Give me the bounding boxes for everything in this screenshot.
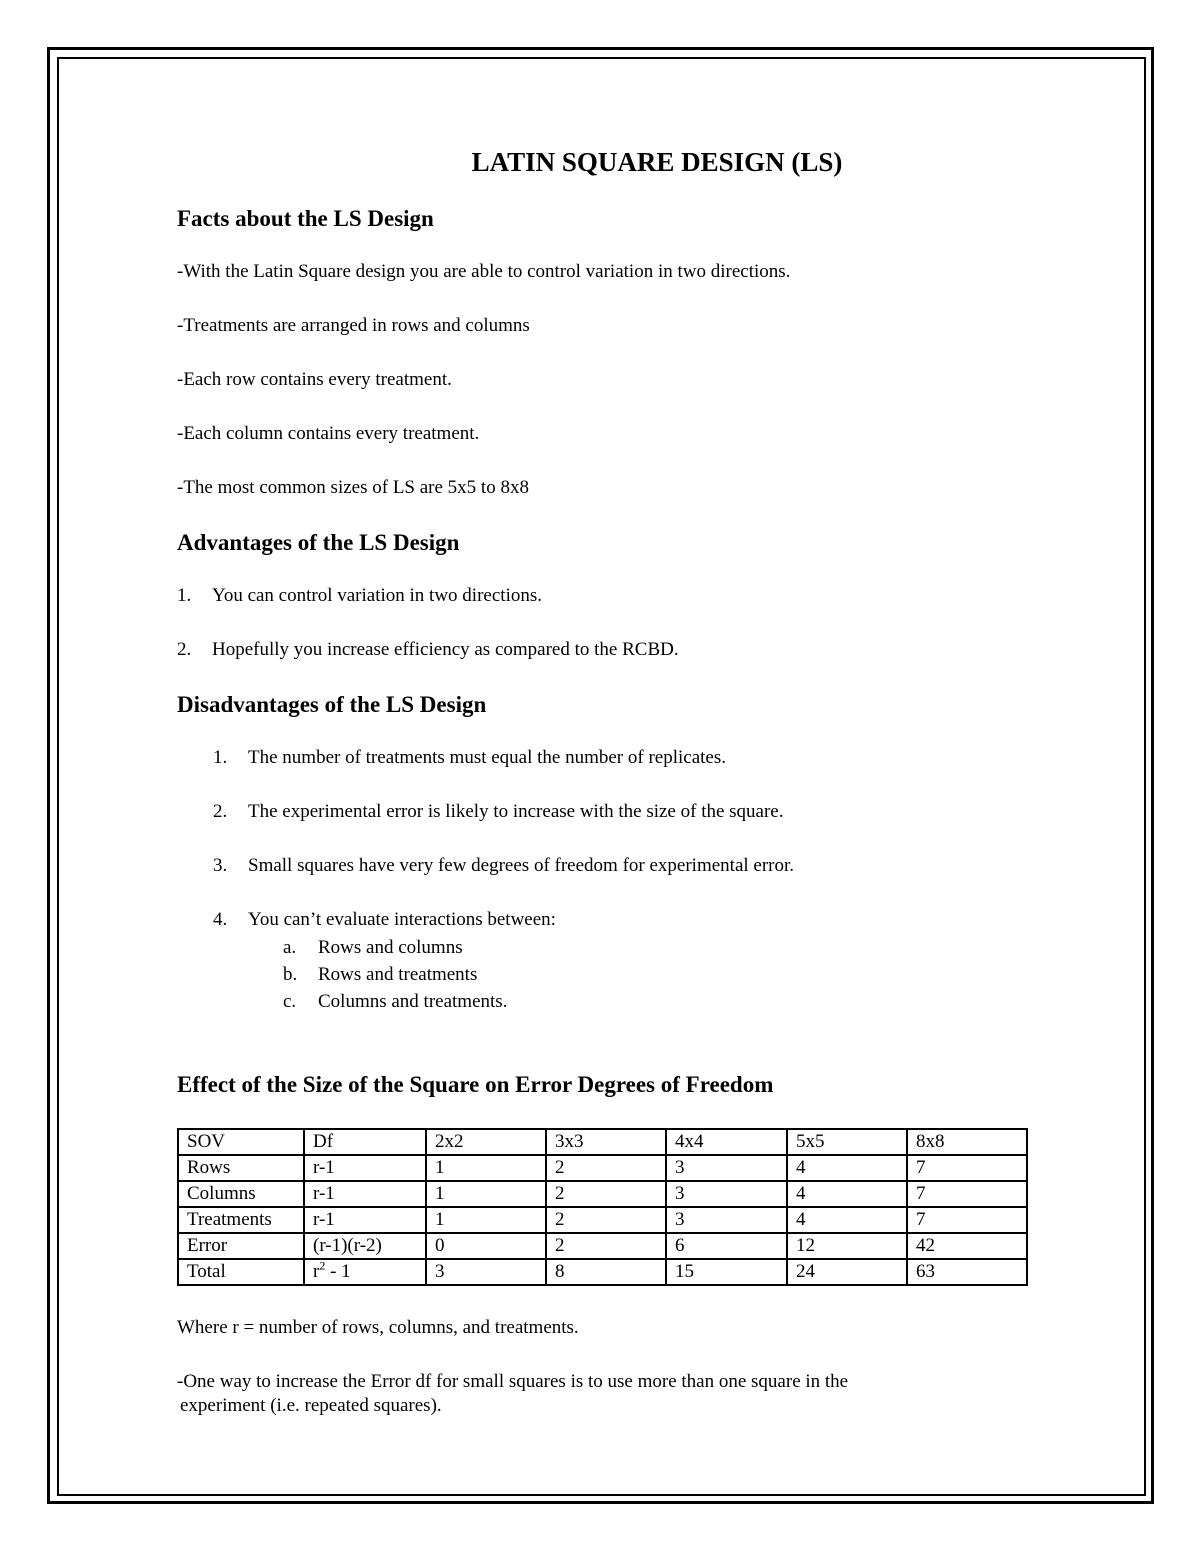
sublist-marker: b. — [283, 964, 298, 985]
closing-paragraph — [177, 1370, 1037, 1418]
table-header-cell: 2x2 — [426, 1129, 546, 1155]
effect-heading: Effect of the Size of the Square on Error Degrees of Freedom — [177, 1072, 774, 1097]
disadvantage-item — [213, 746, 1037, 770]
closing-line-1: -One way to increase the Error df for small squares is to use more than one square in the — [177, 1371, 849, 1392]
table-cell: Rows — [178, 1155, 304, 1181]
table-cell: 15 — [666, 1259, 787, 1285]
table-header-cell: Df — [304, 1129, 426, 1155]
interactions-sublist — [177, 934, 1037, 1015]
table-cell: 2 — [546, 1181, 666, 1207]
df-table — [177, 1128, 1028, 1286]
sublist-marker: a. — [283, 937, 297, 958]
table-cell: 3 — [666, 1155, 787, 1181]
table-cell: 0 — [426, 1233, 546, 1259]
table-row — [178, 1155, 1027, 1181]
disadvantages-list — [177, 746, 1037, 932]
table-cell: 1 — [426, 1207, 546, 1233]
list-item-text: Small squares have very few degrees of freedom for experimental error. — [248, 855, 795, 876]
table-cell: Columns — [178, 1181, 304, 1207]
sublist-item — [177, 961, 1037, 988]
advantages-heading: Advantages of the LS Design — [177, 530, 460, 555]
table-cell: 1 — [426, 1181, 546, 1207]
table-total-row — [178, 1259, 1027, 1285]
facts-heading: Facts about the LS Design — [177, 206, 434, 231]
table-header-cell: 5x5 — [787, 1129, 907, 1155]
list-marker: 3. — [213, 855, 228, 876]
disadvantages-heading: Disadvantages of the LS Design — [177, 692, 487, 717]
table-cell: 4 — [787, 1181, 907, 1207]
closing-line-2: experiment (i.e. repeated squares). — [180, 1395, 442, 1416]
table-cell: 4 — [787, 1207, 907, 1233]
table-cell: r-1 — [304, 1207, 426, 1233]
table-cell: 1 — [426, 1155, 546, 1181]
formula-exponent: 2 — [319, 1258, 326, 1273]
list-item-text: You can control variation in two directions. — [212, 585, 542, 606]
table-cell: 7 — [907, 1181, 1027, 1207]
table-header-cell: 4x4 — [666, 1129, 787, 1155]
fact-item: -Each row contains every treatment. — [177, 369, 452, 390]
table-row — [178, 1207, 1027, 1233]
formula-base: r — [313, 1261, 320, 1282]
table-cell: r-1 — [304, 1181, 426, 1207]
table-cell: 2 — [546, 1207, 666, 1233]
sublist-item — [177, 934, 1037, 961]
sublist-text: Columns and treatments. — [318, 991, 508, 1012]
disadvantage-item — [213, 854, 1037, 878]
disadvantage-item — [213, 908, 1037, 932]
list-marker: 2. — [213, 801, 228, 822]
list-item-text: You can’t evaluate interactions between: — [248, 909, 556, 930]
sublist-text: Rows and columns — [318, 937, 463, 958]
table-header-cell: 3x3 — [546, 1129, 666, 1155]
list-marker: 2. — [177, 639, 192, 660]
list-item-text: The experimental error is likely to increase with the size of the square. — [248, 801, 784, 822]
fact-item: -The most common sizes of LS are 5x5 to 8x8 — [177, 477, 529, 498]
table-cell: 7 — [907, 1207, 1027, 1233]
table-cell: 8 — [546, 1259, 666, 1285]
table-cell-formula — [304, 1259, 426, 1285]
sublist-text: Rows and treatments — [318, 964, 478, 985]
advantage-item — [177, 638, 1037, 662]
list-marker: 1. — [177, 585, 192, 606]
sublist-marker: c. — [283, 991, 297, 1012]
table-row — [178, 1181, 1027, 1207]
advantages-list — [177, 584, 1037, 662]
table-cell: 3 — [666, 1207, 787, 1233]
list-item-text: Hopefully you increase efficiency as compared to the RCBD. — [212, 639, 679, 660]
fact-item: -Treatments are arranged in rows and columns — [177, 315, 530, 336]
table-cell: 2 — [546, 1233, 666, 1259]
table-cell: Total — [178, 1259, 304, 1285]
table-cell: 6 — [666, 1233, 787, 1259]
advantage-item — [177, 584, 1037, 608]
table-cell: 2 — [546, 1155, 666, 1181]
fact-item: -With the Latin Square design you are able to control variation in two directions. — [177, 261, 791, 282]
table-cell: 4 — [787, 1155, 907, 1181]
disadvantage-item — [213, 800, 1037, 824]
table-cell: 42 — [907, 1233, 1027, 1259]
table-cell: 7 — [907, 1155, 1027, 1181]
sublist-item — [177, 988, 1037, 1015]
formula-rest: - 1 — [325, 1261, 351, 1282]
page-title: LATIN SQUARE DESIGN (LS) — [471, 147, 843, 177]
table-cell: (r-1)(r-2) — [304, 1233, 426, 1259]
table-cell: 63 — [907, 1259, 1027, 1285]
fact-item: -Each column contains every treatment. — [177, 423, 480, 444]
table-header-row — [178, 1129, 1027, 1155]
table-cell: 3 — [666, 1181, 787, 1207]
list-item-text: The number of treatments must equal the number of replicates. — [248, 747, 727, 768]
table-header-cell: SOV — [178, 1129, 304, 1155]
table-cell: 24 — [787, 1259, 907, 1285]
table-cell: Treatments — [178, 1207, 304, 1233]
table-note: Where r = number of rows, columns, and treatments. — [177, 1317, 579, 1338]
list-marker: 1. — [213, 747, 228, 768]
table-header-cell: 8x8 — [907, 1129, 1027, 1155]
table-cell: 3 — [426, 1259, 546, 1285]
document-body — [177, 140, 1037, 1418]
list-marker: 4. — [213, 909, 228, 930]
table-cell: Error — [178, 1233, 304, 1259]
table-row — [178, 1233, 1027, 1259]
table-cell: 12 — [787, 1233, 907, 1259]
table-cell: r-1 — [304, 1155, 426, 1181]
